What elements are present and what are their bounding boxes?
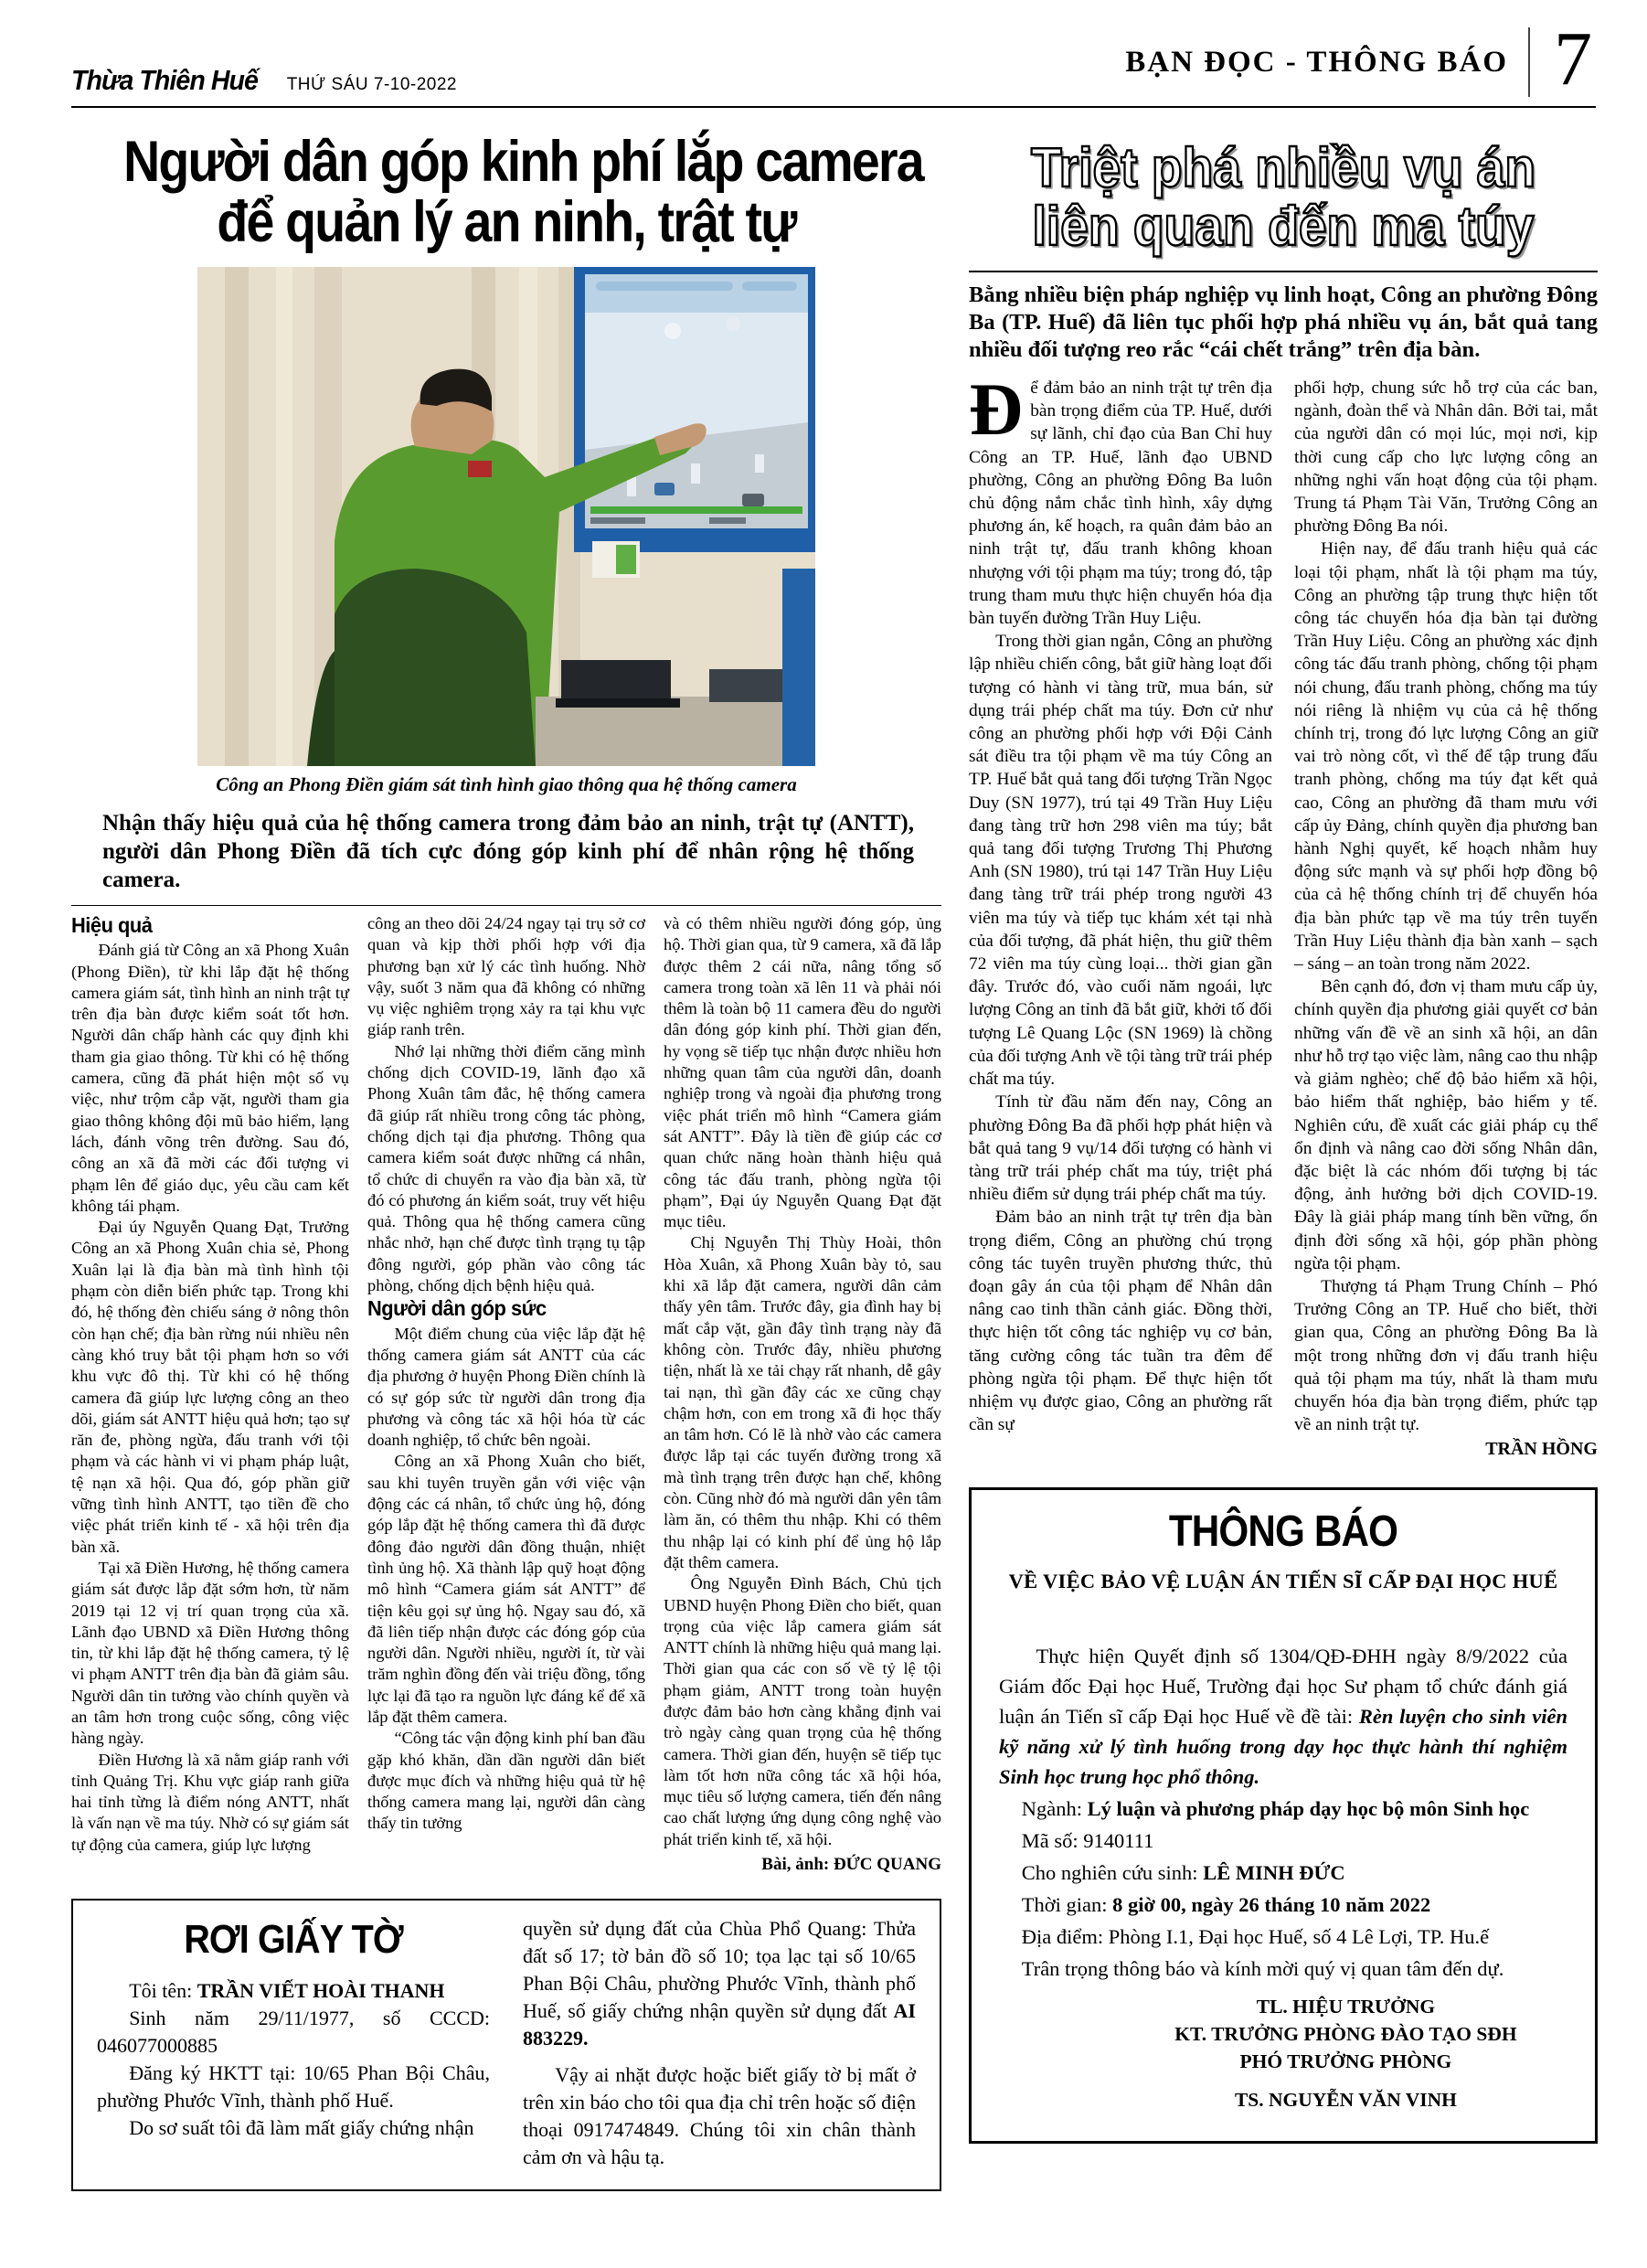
major-label: Ngành: — [1021, 1796, 1088, 1820]
paragraph: Đánh giá từ Công an xã Phong Xuân (Phong Điền), từ khi lắp đặt hệ thống camera giám sát, tình hình an ninh trật tự trên địa bàn được kiểm soát tốt hơn. Người dân chấp hành các quy định khi tham gia giao thông. Từ khi có hệ thống camera, cũng đã phát hiện một số vụ việc, như trộm cắp vặt, người tham gia giao thông không đội mũ bảo hiểm, lạng lách, đánh võng trên đường. Sau đó, công an xã đã mời các đối tượng vi phạm lên để giáo dục, yêu cầu cam kết không tái phạm. — [71, 941, 349, 1215]
main-column-1 — [71, 913, 349, 1875]
paragraph: Thượng tá Phạm Trung Chính – Phó Trưởng Công an TP. Huế cho biết, thời gian qua, Công an phường Đông Ba là một trong những đơn vị đấu tranh hiệu quả tội phạm ma túy, nhất là tham mưu chuyển hóa địa bàn trọng điểm, phức tạp về an ninh trật tự. — [1294, 1276, 1598, 1435]
lost-name-label: Tôi tên: — [129, 1979, 197, 2003]
lost-notice-column-1 — [97, 1915, 490, 2171]
paragraph: Do sơ suất tôi đã làm mất giấy chứng nhận — [129, 2116, 474, 2140]
announcement-body — [999, 1641, 1567, 2114]
paragraph: Điền Hương là xã nằm giáp ranh với tỉnh Quảng Trị. Khu vực giáp ranh giữa hai tỉnh từng là điểm nóng ANTT, nhất là vấn nạn về ma túy. Nhờ có sự giám sát tự động của camera, giúp lực lượng — [71, 1750, 349, 1854]
main-article — [71, 115, 941, 2191]
announcement-subtitle: VỀ VIỆC BẢO VỆ LUẬN ÁN TIẾN SĨ CẤP ĐẠI HỌC HUẾ — [1008, 1569, 1558, 1592]
paragraph: Chị Nguyễn Thị Thùy Hoài, thôn Hòa Xuân, xã Phong Xuân bày tỏ, sau khi xã lắp đặt camera, người dân cảm thấy yên tâm. Trước đây, gia đình hay bị mất cắp vặt, gần đây tình trạng này đã không còn. Trước đây, nhiều phương tiện, nhất là xe tải chạy rất nhanh, dễ gây tai nạn, thì gần đây các xe cũng chạy chậm hơn, con em trong xã đi học thấy an tâm hơn. Có lẽ là nhờ vào các camera được lắp tại các tuyến đường trong xã mà tình trạng trên được hạn chế, không còn. Cũng nhờ đó mà người dân yên tâm làm ăn, có thêm thu nhập. Khi có thêm thu nhập lại có kinh phí để ủng hộ lắp đặt thêm camera. — [664, 1233, 941, 1571]
paragraph: Nhớ lại những thời điểm căng mình chống dịch COVID-19, lãnh đạo xã Phong Xuân tâm đắc, hệ thống camera đã giúp rất nhiều trong công tác phòng, chống dịch tại địa phương. Thông qua camera kiểm soát được những cá nhân, tổ chức di chuyển ra vào địa bàn xã, từ đó có phương án kiểm soát, truy vết hiệu quả. Thông qua hệ thống camera cũng nhắc nhở, hạn chế được tình trạng tụ tập đông người, góp phần vào công tác phòng, chống dịch bệnh hiệu quả. — [367, 1041, 645, 1295]
paragraph — [523, 1915, 916, 2052]
side-headline-line1: Triệt phá nhiều vụ án — [1030, 137, 1536, 198]
photo-caption: Công an Phong Điền giám sát tình hình giao thông qua hệ thống camera — [216, 773, 797, 795]
lost-notice-column-2 — [523, 1915, 916, 2171]
time-value: 8 giờ 00, ngày 26 tháng 10 năm 2022 — [1112, 1892, 1431, 1916]
drop-cap: Đ — [969, 367, 1024, 451]
signer-name: TS. NGUYỄN VĂN VINH — [1234, 2088, 1457, 2111]
sign-line-1: TL. HIỆU TRƯỞNG — [1256, 1995, 1436, 2018]
field-code: Mã số: 9140111 — [1021, 1828, 1154, 1852]
side-column-1 — [969, 367, 1272, 1462]
side-lede: Bằng nhiều biện pháp nghiệp vụ linh hoạt, Công an phường Đông Ba (TP. Huế) đã liên tục phối hợp phá nhiều vụ án, bắt quả tang nhiều đối tượng reo rắc “cái chết trắng” trên địa bàn. — [969, 282, 1598, 362]
paragraph: Bên cạnh đó, đơn vị tham mưu cấp ủy, chính quyền địa phương giải quyết cơ bản những vấn đề về an sinh xã hội, an dân như hỗ trợ tạo việc làm, nâng cao thu nhập và giảm nghèo; chế độ bảo hiểm xã hội, bảo hiểm thất nghiệp, bảo hiểm y tế. Nghiên cứu, đề xuất các giải pháp cụ thể ổn định và nâng cao đời sống Nhân dân, đặc biệt là các nhóm đối tượng bị tác động, ảnh hưởng bởi dịch COVID-19. Đây là giải pháp mang tính bền vững, ổn định đời sống xã hội, góp phần phòng ngừa tội phạm. — [1294, 977, 1598, 1273]
section-title: BẠN ĐỌC - THÔNG BÁO — [1125, 45, 1508, 79]
paragraph: Công an xã Phong Xuân cho biết, sau khi tuyên truyền gắn với việc vận động các cá nhân, tổ chức ủng hộ, đóng góp lắp đặt hệ thống camera thì đã được đông đảo người dân đồng thuận, nhiệt tình ủng hộ. Xã thành lập quỹ hoạt động mô hình “Camera giám sát ANTT” để tiện kêu gọi sự ủng hộ. Ngay sau đó, xã đã liên tiếp nhận được các đóng góp của người dân. Người nhiều, người ít, từ vài trăm nghìn đồng đến vài triệu đồng, tổng lực lại đã tạo ra nguồn lực đáng kể để xã lắp đặt thêm camera. — [367, 1452, 645, 1726]
issue-date: THỨ SÁU 7-10-2022 — [286, 75, 458, 94]
side-byline: TRẦN HỒNG — [1485, 1439, 1598, 1460]
divider — [969, 271, 1598, 272]
paragraph: Sinh năm 29/11/1977, số CCCD: 046077000885 — [97, 2007, 490, 2058]
main-headline-line1: Người dân góp kinh phí lắp camera — [123, 130, 923, 194]
paragraph: Hiện nay, để đấu tranh hiệu quả các loại tội phạm, nhất là tội phạm ma túy, Công an phường tập trung thực hiện tốt công tác chuyển hóa địa bàn tại đường Trần Huy Liệu. Công an phường xác định công tác đấu tranh phòng, chống tội phạm nói chung, đấu tranh phòng, chống ma túy nói riêng là nhiệm vụ của cả hệ thống chính trị, trong đó lực lượng Công an giữ vai trò nòng cốt, vì thế để tập trung đấu tranh phòng, chống ma túy đạt kết quả cao, Công an phường đã tham mưu với cấp ủy Đảng, chính quyền địa phương ban hành Nghị quyết, kế hoạch nhằm huy động sức mạnh và sự phối hợp đồng bộ của cả hệ thống chính trị để chuyển hóa địa bàn phức tạp về ma túy trên tuyến Trần Huy Liệu thành địa bàn xanh – sạch – sáng – an toàn trong năm 2022. — [1294, 539, 1598, 974]
candidate-label: Cho nghiên cứu sinh: — [1021, 1860, 1204, 1884]
page-header — [71, 16, 1596, 108]
paragraph: Đảm bảo an ninh trật tự trên địa bàn trọng điểm, Công an phường chú trọng công tác tuyên truyền phương thức, thủ đoạn gây án của tội phạm để Nhân dân nâng cao tinh thần cảnh giác. Đồng thời, thực hiện tốt công tác nghiệp vụ cơ bản, tăng cường công tác tuần tra đêm để phòng ngừa tội phạm. Để thực hiện tốt nhiệm vụ được giao, Công an phường rất cần sự — [969, 1208, 1272, 1435]
lost-detail-text: quyền sử dụng đất của Chùa Phổ Quang: Thửa đất số 17; tờ bản đồ số 10; tọa lạc tại số 10/65 Phan Bội Châu, phường Phước Vĩnh, thành phố Huế, số giấy chứng nhận quyền sử dụng đất — [523, 1917, 916, 2023]
lost-notice-title: RƠI GIẤY TỜ — [184, 1917, 403, 1963]
announcement-notice — [969, 1487, 1598, 2144]
paragraph: Tính từ đầu năm đến nay, Công an phường Đông Ba đã phối hợp phát hiện và bắt quả tang 9 vụ/14 đối tượng có hành vi tàng trữ trái phép chất ma túy, triệt phá nhiều điểm sử dụng trái phép chất ma túy. — [969, 1092, 1272, 1205]
main-byline: Bài, ảnh: ĐỨC QUANG — [761, 1855, 941, 1875]
paragraph: Đăng ký HKTT tại: 10/65 Phan Bội Châu, phường Phước Vĩnh, thành phố Huế. — [97, 2061, 490, 2113]
time-label: Thời gian: — [1021, 1892, 1113, 1916]
main-lede: Nhận thấy hiệu quả của hệ thống camera trong đảm bảo an ninh, trật tự (ANTT), người dân Phong Điền đã tích cực đóng góp kinh phí để nhân rộng hệ thống camera. — [102, 811, 914, 892]
paragraph: Ông Nguyễn Đình Bách, Chủ tịch UBND huyện Phong Điền cho biết, quan trọng của việc lắp camera giám sát ANTT chính là những hiệu quả mang lại. Thời gian qua các con số về tỷ lệ tội phạm giảm, ANTT trong toàn huyện được đảm bảo hơn càng khẳng định vai trò ngày càng quan trọng của hệ thống camera. Thời gian đến, huyện sẽ tiếp tục làm tốt hơn nữa công tác xã hội hóa, mục tiêu số lượng camera, tiến đến nâng cao chất lượng ứng dụng công nghệ vào phát triển kinh tế, xã hội. — [664, 1574, 941, 1848]
side-headline-line2: liên quan đến ma túy — [1032, 196, 1535, 257]
main-article-body — [71, 913, 941, 1875]
major-value: Lý luận và phương pháp dạy học bộ môn Sinh học — [1087, 1796, 1530, 1820]
field-place: Địa điểm: Phòng I.1, Đại học Huế, số 4 Lê Lợi, TP. Hu.ế — [1021, 1924, 1490, 1948]
side-article-body — [969, 367, 1598, 1462]
main-column-2 — [367, 913, 645, 1875]
tv-screen — [574, 267, 815, 578]
main-headline — [71, 132, 941, 252]
main-column-3 — [664, 913, 941, 1875]
lost-papers-notice — [71, 1899, 941, 2191]
side-headline — [969, 139, 1598, 256]
sign-line-2: KT. TRƯỞNG PHÒNG ĐÀO TẠO SĐH — [1174, 2022, 1517, 2045]
paragraph: “Công tác vận động kinh phí ban đầu gặp khó khăn, dần dần người dân biết được mục đích và những hiệu quả từ hệ thống camera mang lại, người dân càng thấy tin tưởng — [367, 1729, 645, 1833]
subhead-nguoi-dan-gop-suc: Người dân góp sức — [367, 1296, 547, 1321]
main-headline-line2: để quản lý an ninh, trật tự — [217, 190, 796, 254]
paragraph: Tại xã Điền Hương, hệ thống camera giám sát được lắp đặt sớm hơn, từ năm 2019 tại 12 vị trí quan trọng của xã. Lãnh đạo UBND xã Điền Hương thông tin, từ khi lắp đặt hệ thống camera, tỷ lệ vi phạm ANTT trên địa bàn đã giảm sâu. Người dân tin tưởng vào chính quyền và an tâm hơn trong cuộc sống, công việc hàng ngày. — [71, 1558, 349, 1748]
field-invite: Trân trọng thông báo và kính mời quý vị quan tâm đến dự. — [1021, 1956, 1504, 1980]
paragraph — [97, 1977, 490, 2005]
article-photo — [197, 267, 815, 766]
paragraph — [969, 367, 1272, 630]
page-number: 7 — [1528, 27, 1596, 97]
masthead-left — [71, 64, 457, 97]
paragraph: công an theo dõi 24/24 ngay tại trụ sở cơ quan và kịp thời phối hợp với địa phương bạn xử lý các tình huống. Nhờ vậy, suốt 3 năm qua đã không có những vụ việc nghiêm trọng xảy ra tại khu vực giáp ranh trên. — [367, 914, 645, 1039]
paragraph — [999, 1641, 1567, 1792]
announcement-text: Thực hiện Quyết định số 1304/QĐ-ĐHH ngày 8/9/2022 của Giám đốc Đại học Huế, Trường đại học Sư phạm tổ chức đánh giá luận án Tiến sĩ cấp Đại học Huế về đề tài: — [999, 1644, 1567, 1728]
divider — [71, 905, 941, 906]
certificate-number: AI 883229. — [523, 1999, 916, 2050]
paragraph: Vậy ai nhặt được hoặc biết giấy tờ bị mất ở trên xin báo cho tôi qua địa chỉ trên hoặc số điện thoại 0917474849. Chúng tôi xin chân thành cảm ơn và hậu tạ. — [523, 2063, 916, 2169]
field-major — [999, 1794, 1567, 1824]
photo-illustration — [197, 267, 815, 766]
paragraph: Đại úy Nguyễn Quang Đạt, Trưởng Công an xã Phong Xuân chia sẻ, Phong Xuân lại là địa bàn mà tình hình tội phạm còn diễn biến phức tạp. Trong khi đó, hệ thống đèn chiếu sáng ở nông thôn còn hạn chế; địa bàn rừng núi nhiều nên càng khó truy bắt tội phạm hơn so với khu vực đô thị. Từ khi có hệ thống camera đã giúp lực lượng công an theo dõi, giám sát ANTT hiệu quả hơn; tạo sự răn đe, phòng ngừa, đấu tranh với tội phạm và các hành vi vi phạm pháp luật, tệ nạn xã hội. Qua đó, góp phần giữ vững tình hình ANTT, tạo tiền đề cho việc phát triển kinh tế - xã hội trên địa bàn xã. — [71, 1218, 349, 1556]
lost-name-value: TRẦN VIẾT HOÀI THANH — [197, 1979, 445, 2003]
field-candidate — [999, 1858, 1567, 1888]
signature-block — [1158, 1993, 1534, 2114]
newspaper-logo: Thừa Thiên Huế — [71, 64, 258, 96]
field-time — [999, 1890, 1567, 1920]
announcement-title: THÔNG BÁO — [1168, 1507, 1398, 1556]
paragraph: phối hợp, chung sức hỗ trợ của các ban, ngành, đoàn thể và Nhân dân. Bởi tai, mắt của người dân có mọi lúc, mọi nơi, kịp thời cung cấp cho lực lượng công an những nghi vấn hoạt động của tội phạm. Trung tá Phạm Tài Văn, Trưởng Công an phường Đông Ba nói. — [1294, 378, 1598, 537]
paragraph: và có thêm nhiều người đóng góp, ủng hộ. Thời gian qua, từ 9 camera, xã đã lắp được thêm 2 cái nữa, nâng tổng số camera trong toàn xã lên 11 và phải nói thêm là toàn bộ 11 camera đều do người dân đóng góp kinh phí. Thời gian đến, hy vọng sẽ tiếp tục nhận được nhiều hơn những quan tâm của người dân, doanh nghiệp trong và ngoài địa phương trong việc phát triển mô hình “Camera giám sát ANTT”. Đây là tiền đề giúp các cơ quan chức năng hoàn thành hiệu quả công tác đấu tranh, phòng ngừa tội phạm”, Đại úy Nguyễn Quang Đạt đặt mục tiêu. — [664, 914, 941, 1231]
sign-line-3: PHÓ TRƯỞNG PHÒNG — [1239, 2050, 1452, 2072]
candidate-name: LÊ MINH ĐỨC — [1203, 1860, 1345, 1884]
thesis-title: Rèn luyện cho sinh viên kỹ năng xử lý tình huống trong dạy học thực hành thí nghiệm Sinh học trung học phổ thông. — [999, 1704, 1568, 1788]
side-article — [969, 115, 1598, 2191]
paragraph-text: ể đảm bảo an ninh trật tự trên địa bàn trọng điểm của TP. Huế, dưới sự lãnh, chỉ đạo của Ban Chỉ huy Công an TP. Huế, lãnh đạo UBND phường, Công an phường Đông Ba luôn chủ động nắm chắc tình hình, xây dựng phương án, kế hoạch, ra quân đảm bảo an ninh trật tự, đấu tranh không khoan nhượng với tội phạm ma túy; trong đó, tập trung tham mưu thực hiện chuyển hóa địa bàn tuyến đường Trần Huy Liệu. — [969, 378, 1272, 629]
subhead-hieu-qua: Hiệu quả — [71, 913, 153, 937]
paragraph: Trong thời gian ngắn, Công an phường lập nhiều chiến công, bắt giữ hàng loạt đối tượng có hành vi tàng trữ, mua bán, sử dụng trái phép chất ma túy. Đơn cử như công an phường phối hợp với Đội Cảnh sát điều tra tội phạm về ma túy Công an TP. Huế bắt quả tang đối tượng Trần Ngọc Duy (SN 1977), trú tại 49 Trần Huy Liệu đang tàng trữ hơn 298 viên ma túy; bắt quả tang đối tượng Trương Thị Phương Anh (SN 1980), trú tại 147 Trần Huy Liệu đang tàng trữ trái phép trong người 43 viên ma túy và tiếp tục khám xét tại nhà của đối tượng, đã phát hiện, thu giữ thêm 72 viên ma túy cùng loại... thời gian gần đây. Trước đó, vào cuối năm ngoái, lực lượng Công an tỉnh đã bắt giữ, khởi tố đối tượng Lê Quang Lộc (SN 1969) là chồng của đối tượng Anh về tội tàng trữ trái phép chất ma túy. — [969, 632, 1272, 1090]
side-column-2 — [1294, 377, 1598, 1462]
masthead-right — [1125, 16, 1596, 101]
paragraph: Một điểm chung của việc lắp đặt hệ thống camera giám sát ANTT của các địa phương ở huyện Phong Điền chính là có sự góp sức từ người dân trong địa phương và công tác xã hội hóa từ các doanh nghiệp, tổ chức bên ngoài. — [367, 1324, 645, 1450]
